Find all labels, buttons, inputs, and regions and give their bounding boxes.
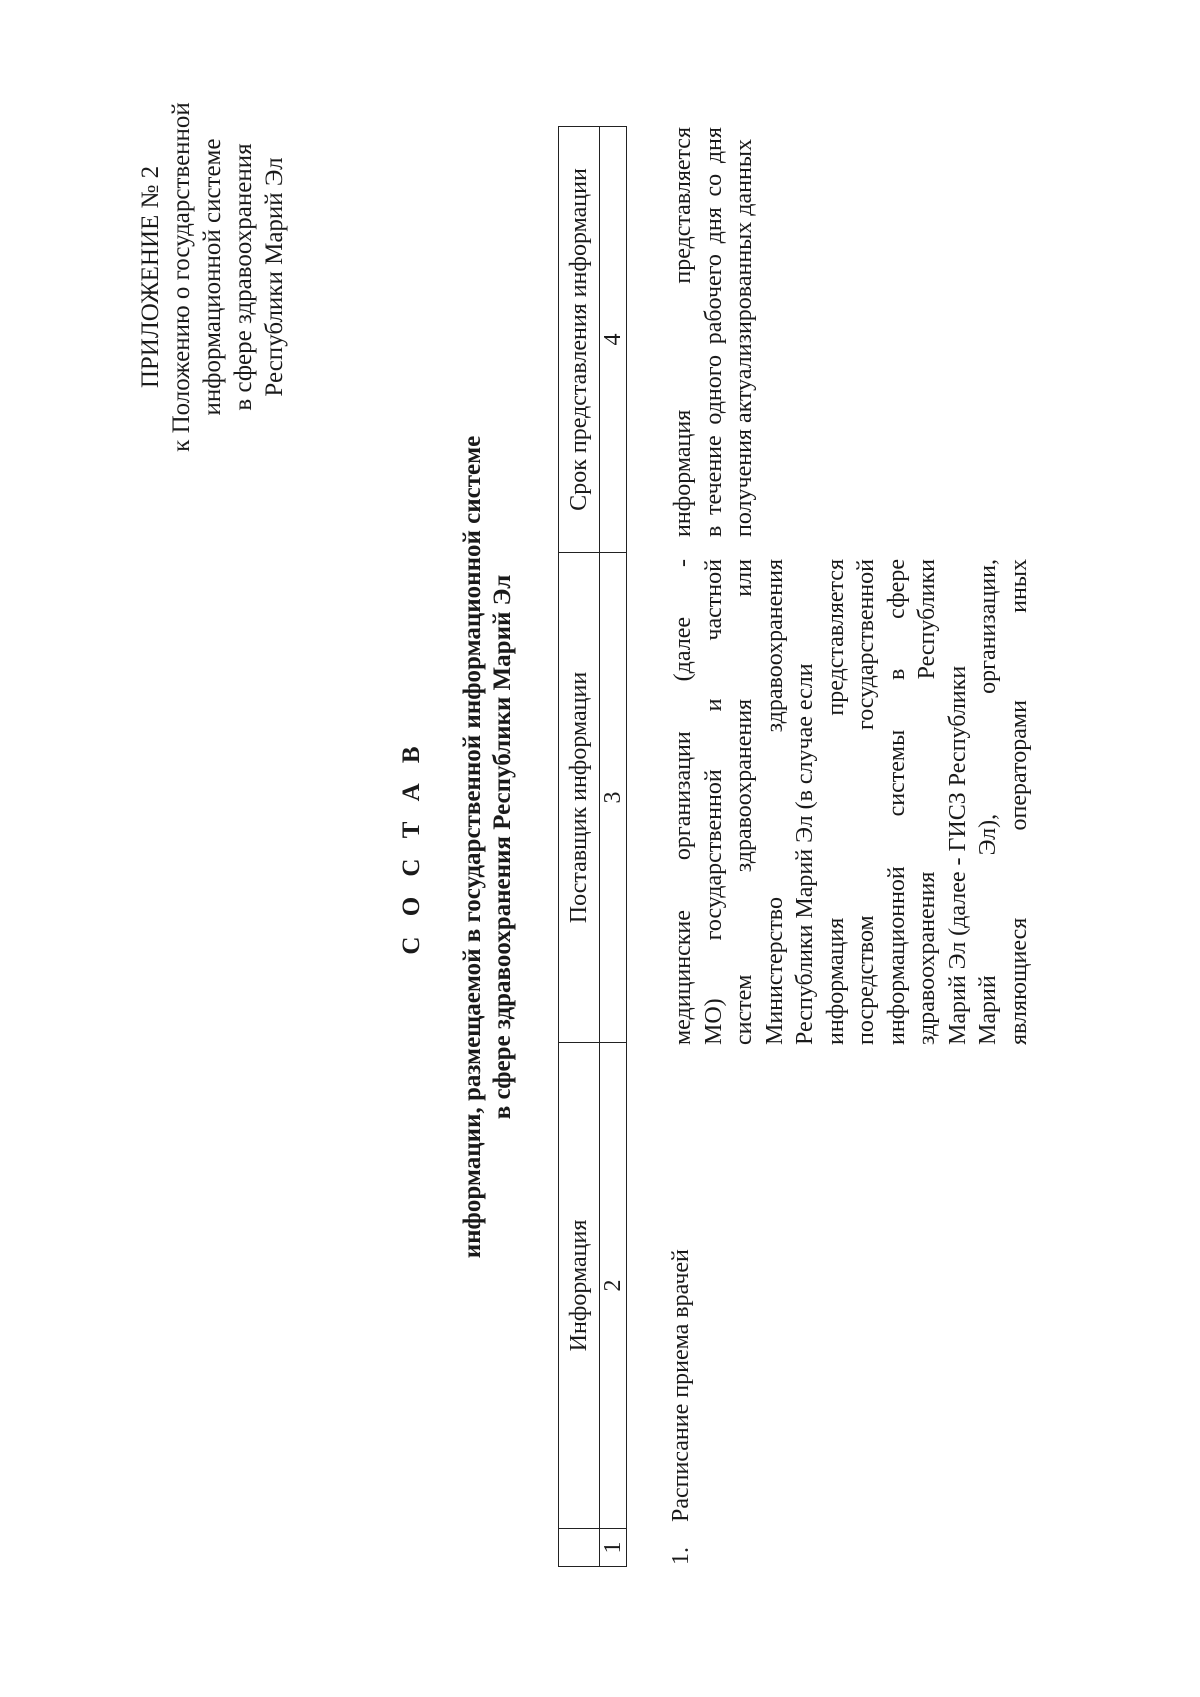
word: со	[700, 173, 727, 197]
word: организации	[670, 731, 696, 861]
word: одного	[700, 355, 727, 425]
word: сфере	[883, 559, 910, 619]
word: системы	[883, 729, 910, 817]
appendix-line: ПРИЛОЖЕНИЕ № 2	[137, 165, 164, 389]
appendix-line: Республики Марий Эл	[261, 157, 288, 397]
word: систем	[731, 974, 757, 1045]
word: Марий	[975, 975, 1001, 1045]
word: государственной	[700, 769, 727, 941]
word: и	[700, 698, 727, 712]
column-number: 3	[600, 553, 627, 1043]
row-number: 1.	[668, 1547, 694, 1565]
word: дня	[700, 127, 727, 164]
table-header-row	[559, 127, 600, 1567]
column-number: 1	[600, 1529, 627, 1567]
word: операторами	[1005, 700, 1032, 831]
subtitle-line-2: в сфере здравоохранения Республики Марий Эл	[489, 574, 516, 1120]
word: организации,	[975, 559, 1001, 694]
text-line	[882, 559, 913, 1045]
text-line: Республики Марий Эл (в случае если	[792, 663, 818, 1045]
word: течение	[700, 435, 727, 515]
word: информация	[822, 917, 849, 1045]
word: или	[731, 559, 757, 597]
word: иных	[1005, 559, 1032, 613]
header-cell: Информация	[559, 1043, 600, 1529]
text-line	[851, 559, 882, 1045]
word: (далее	[670, 616, 696, 682]
word: Министерство	[761, 897, 788, 1045]
word: представляется	[822, 559, 849, 716]
word: представляется	[670, 127, 696, 284]
word: -	[670, 559, 696, 567]
word: дня	[700, 207, 727, 244]
header-cell: Срок представления информации	[559, 127, 600, 553]
subtitle-line-1: информации, размещаемой в государственной информационной системе	[459, 435, 486, 1259]
word: в	[883, 668, 910, 680]
word: МО)	[700, 998, 727, 1045]
text-line	[668, 559, 699, 1045]
word: здравоохранения	[731, 698, 757, 873]
word: рабочего	[700, 254, 727, 345]
header-cell: Поставщик информации	[559, 553, 600, 1043]
text-line: Марий Эл (далее - ГИСЗ Республики	[944, 665, 971, 1045]
row-info: Расписание приема врачей	[668, 1249, 694, 1522]
appendix-line: к Положению о государственной	[168, 102, 195, 452]
text-line: получения актуализированных данных	[731, 139, 757, 537]
info-table	[558, 126, 627, 1567]
appendix-header	[135, 27, 290, 527]
text-line	[699, 127, 730, 537]
word: медицинские	[670, 910, 696, 1045]
row-supplier	[668, 559, 1034, 1045]
text-line	[760, 559, 791, 1045]
text-line	[699, 559, 730, 1045]
text-line	[729, 559, 760, 1045]
row-term	[668, 127, 760, 537]
word: информационной	[883, 866, 910, 1045]
header-cell	[559, 1529, 600, 1567]
text-line	[912, 559, 943, 1045]
appendix-line: в сфере здравоохранения	[230, 143, 257, 411]
column-number: 4	[600, 127, 627, 553]
word: здравоохранения	[914, 871, 940, 1045]
table-number-row	[600, 127, 627, 1567]
word: Республики	[914, 559, 940, 680]
text-line	[1004, 559, 1035, 1045]
column-number: 2	[600, 1043, 627, 1529]
text-line	[821, 559, 852, 1045]
word: являющиеся	[1005, 917, 1032, 1045]
word: в	[700, 525, 727, 537]
text-line	[973, 559, 1004, 1045]
word: здравоохранения	[761, 559, 788, 733]
word: Эл),	[975, 813, 1001, 856]
text-line	[668, 127, 699, 537]
appendix-line: информационной системе	[199, 138, 226, 416]
word: информация	[670, 409, 696, 537]
word: посредством	[853, 915, 879, 1045]
document-title: С О С Т А В	[398, 739, 425, 955]
word: государственной	[853, 559, 879, 731]
word: частной	[700, 559, 727, 641]
document-subtitle	[458, 227, 518, 1467]
